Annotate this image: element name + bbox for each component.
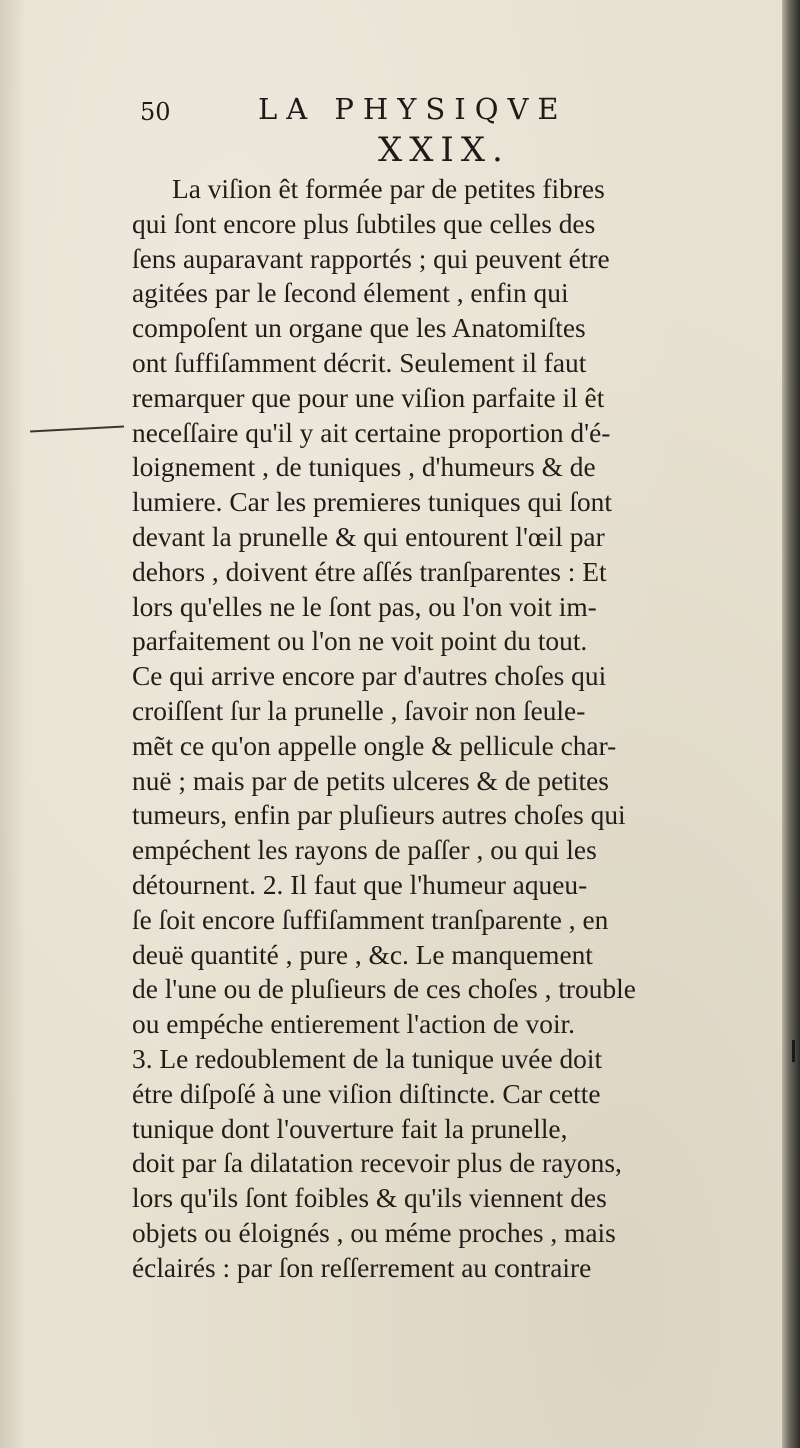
text-line: agitées par le ſecond élement , enfin qui <box>132 278 569 309</box>
text-line: de l'une ou de pluſieurs de ces choſes , trouble <box>132 974 636 1005</box>
text-line: nuë ; mais par de petits ulceres & de petites <box>132 765 609 796</box>
text-line: Ce qui arrive encore par d'autres choſes qui <box>132 661 607 692</box>
text-line: qui ſont encore plus ſubtiles que celles des <box>132 208 596 239</box>
text-line: ont ſuffiſamment décrit. Seulement il faut <box>132 347 587 378</box>
gutter-shadow <box>0 0 26 1448</box>
text-line: ſens auparavant rapportés ; qui peuvent étre <box>132 243 610 274</box>
text-line: lumiere. Car les premieres tuniques qui ſont <box>132 487 612 518</box>
page-number: 50 <box>140 98 171 126</box>
text-line: deuë quantité , pure , &c. Le manquement <box>132 939 593 970</box>
text-line: étre diſpoſé à une viſion diſtincte. Car cette <box>132 1078 601 1109</box>
page-edge <box>782 0 800 1448</box>
text-line: empéchent les rayons de paſſer , ou qui les <box>132 835 597 866</box>
text-line: 3. Le redoublement de la tunique uvée doit <box>132 1043 603 1074</box>
text-line: dehors , doivent étre aſſés tranſparentes : Et <box>132 556 607 587</box>
text-line: parfaitement ou l'on ne voit point du tout. <box>132 626 588 657</box>
text-line: détournent. 2. Il faut que l'humeur aqueu- <box>132 869 588 900</box>
text-line: devant la prunelle & qui entourent l'œil par <box>132 521 605 552</box>
text-line: remarquer que pour une viſion parfaite il êt <box>132 382 605 413</box>
text-line: lors qu'ils ſont foibles & qu'ils viennent des <box>132 1183 607 1214</box>
text-line: loignement , de tuniques , d'humeurs & de <box>132 452 596 483</box>
text-line: doit par ſa dilatation recevoir plus de rayons, <box>132 1148 622 1179</box>
text-line: éclairés : par ſon reſſerrement au contraire <box>132 1252 592 1283</box>
chapter-number: XXIX. <box>378 130 510 170</box>
text-line: ou empéche entierement l'action de voir. <box>132 1009 576 1040</box>
body-text <box>132 172 768 1286</box>
text-line: ſe ſoit encore ſuffiſamment tranſparente , en <box>132 904 609 935</box>
text-line: tunique dont l'ouverture fait la prunelle, <box>132 1113 568 1144</box>
text-line: mẽt ce qu'on appelle ongle & pellicule char- <box>132 730 617 761</box>
ink-mark <box>792 1040 795 1062</box>
text-line: objets ou éloignés , ou méme proches , mais <box>132 1217 616 1248</box>
text-line: croiſſent ſur la prunelle , ſavoir non ſeule- <box>132 695 586 726</box>
text-line: lors qu'elles ne le ſont pas, ou l'on voit im- <box>132 591 597 622</box>
text-line: compoſent un organe que les Anatomiſtes <box>132 313 586 344</box>
text-line: tumeurs, enfin par pluſieurs autres choſes qui <box>132 800 626 831</box>
text-line: neceſſaire qu'il y ait certaine proportion d'é- <box>132 417 611 448</box>
text-line: La viſion êt formée par de petites fibres <box>172 174 605 204</box>
running-head: LA PHYSIQVE <box>258 92 568 126</box>
